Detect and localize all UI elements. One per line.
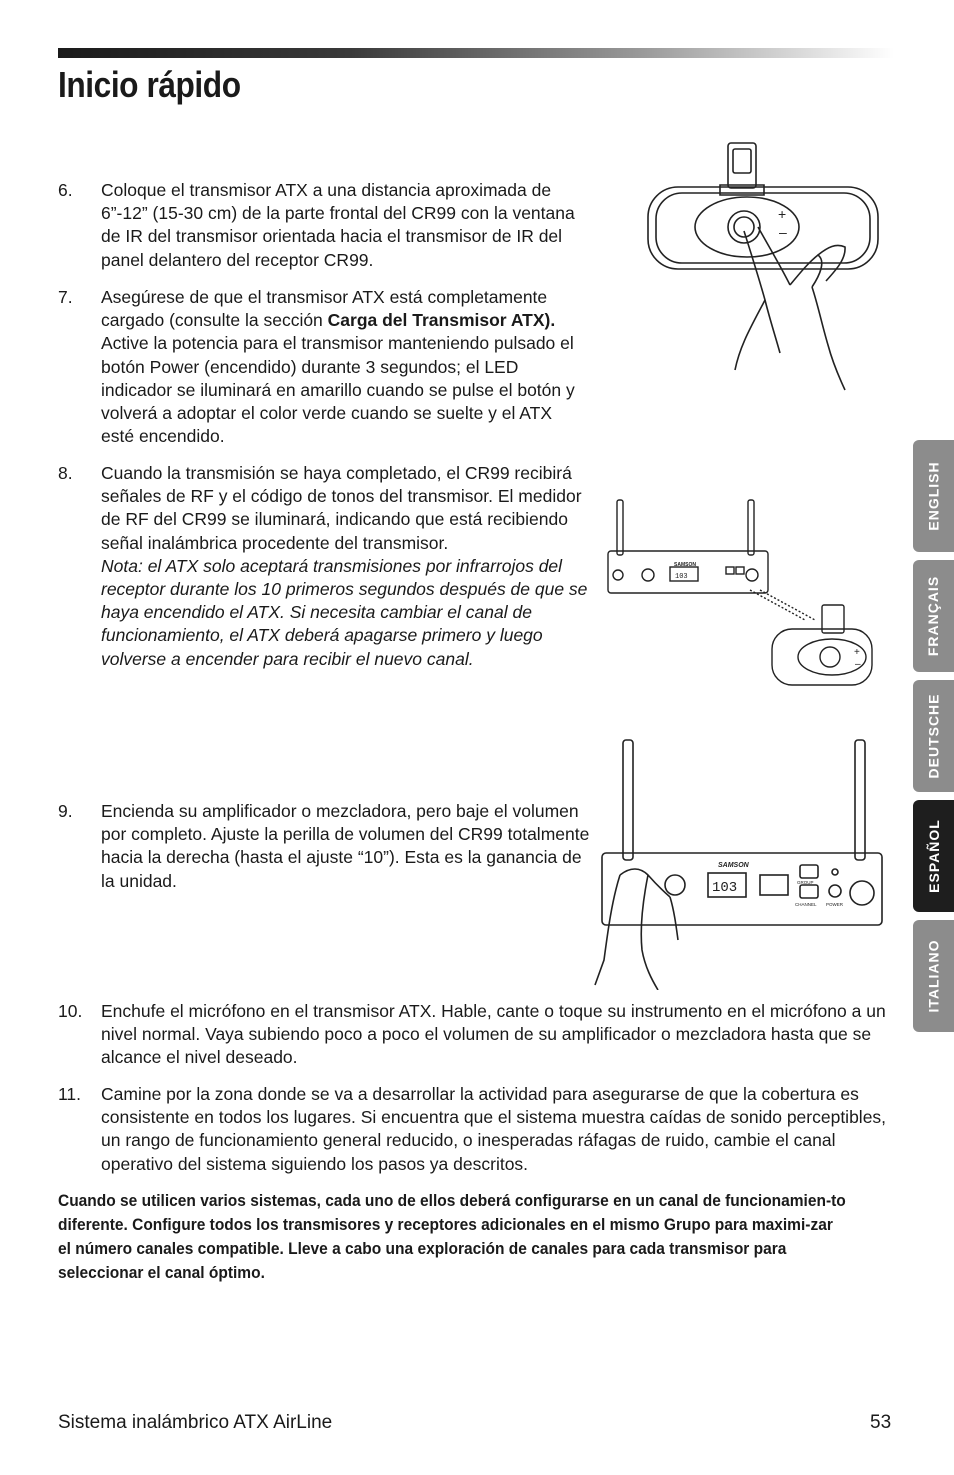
svg-text:–: – (855, 659, 861, 670)
tab-english[interactable] (913, 440, 954, 552)
tab-italiano[interactable] (913, 920, 954, 1032)
tab-label: DEUTSCHE (925, 693, 942, 779)
step-number: 6. (58, 180, 73, 200)
receiver-brand-label: SAMSON (718, 862, 749, 869)
step-number: 11. (58, 1084, 82, 1104)
tab-label: ESPAÑOL (925, 819, 942, 893)
step-11 (58, 1083, 898, 1176)
step-text-part: Cuando la transmisión se haya completado, el CR99 recibirá señales de RF y el código de tonos del transmisor. El medidor de RF del CR99 se iluminará, indicando que está recibiendo señal inalámbrica procedente del transmisor. (101, 463, 582, 553)
group-label: GROUP (797, 880, 814, 885)
tab-label: ENGLISH (925, 461, 942, 531)
tab-deutsche[interactable] (913, 680, 954, 792)
step-text-part: Asegúrese de que el transmisor ATX está completamente cargado (consulte la sección (101, 287, 548, 331)
transmitter-power-figure (640, 135, 885, 395)
tab-espanol[interactable] (913, 800, 954, 912)
power-label: POWER (826, 902, 844, 907)
tab-francais[interactable] (913, 560, 954, 672)
step-text: Camine por la zona donde se va a desarrollar la actividad para asegurarse de que la cobertura es consistente en todos los lugares. Si encuentra que el sistema muestra caídas de sonido perceptibles, un rango de funcionamiento general reducido, o inesperadas ráfagas de ruido, cambie el canal operativo del sistema siguiendo los pasos ya descritos. (101, 1084, 887, 1174)
header-gradient-bar (58, 48, 894, 58)
step-6 (58, 179, 588, 272)
step-number: 9. (58, 801, 73, 821)
step-number: 10. (58, 1001, 83, 1021)
receiver-brand-label: SAMSON (674, 562, 696, 568)
svg-text:–: – (779, 224, 787, 240)
step-text (101, 462, 598, 671)
step-note: Nota: el ATX solo aceptará transmisiones por infrarrojos del receptor durante los 10 primeros segundos después de que se haya encendido el ATX. Si necesita cambiar el canal de funcionamiento, el ATX deberá apagarse primero y luego volverse a encender para recibir el nuevo canal. (101, 555, 588, 669)
svg-text:+: + (854, 647, 860, 658)
step-7 (58, 286, 588, 448)
section-reference: Carga del Transmisor ATX). (327, 310, 556, 331)
tab-label: FRANÇAIS (925, 575, 942, 657)
step-text: Coloque el transmisor ATX a una distancia aproximada de 6”-12” (15-30 cm) de la parte frontal del CR99 con la ventana de IR del transmisor orientada hacia el transmisor de IR del panel delantero del receptor CR99. (101, 180, 575, 270)
channel-label: CHANNEL (795, 902, 817, 907)
tab-label: ITALIANO (925, 939, 942, 1013)
step-number: 8. (58, 463, 73, 483)
footer-product-name: Sistema inalámbrico ATX AirLine (58, 1412, 333, 1433)
step-9 (58, 800, 598, 893)
page-number: 53 (870, 1412, 892, 1433)
step-text (101, 286, 588, 448)
step-text: Enchufe el micrófono en el transmisor ATX. Hable, cante o toque su instrumento en el micrófono a un nivel normal. Vaya subiendo poco a poco el volumen de su amplificador o mezcladora hasta que se alcance el nivel deseado. (101, 1001, 886, 1068)
step-10 (58, 1000, 894, 1070)
receiver-display-value: 103 (712, 880, 738, 896)
page-title: Inicio rápido (58, 64, 241, 105)
step-8 (58, 462, 598, 671)
receiver-display-value: 103 (675, 573, 688, 581)
step-text-part: Active la potencia para el transmisor manteniendo pulsado el botón Power (encendido) durante 3 segundos; el LED indicador se iluminará en amarillo cuando se pulse el botón y volverá a adoptar el color verde cuando se suelte y el ATX esté encendido. (101, 333, 575, 447)
step-text: Encienda su amplificador o mezcladora, pero baje el volumen por completo. Ajuste la perilla de volumen del CR99 totalmente hacia la derecha (hasta el ajuste “10”). Esta es la ganancia de la unidad. (101, 801, 590, 891)
receiver-volume-figure (590, 735, 890, 990)
step-number: 7. (58, 287, 73, 307)
closing-paragraph: Cuando se utilicen varios sistemas, cada uno de ellos deberá configurarse en un canal de funcionamien-to diferente. Configure todos los transmisores y receptores adicionales en el mismo Grupo para maximi-zar el número canales compatible. Lleve a cabo una exploración de canales para cada transmisor para seleccionar el canal óptimo. (58, 1192, 846, 1282)
receiver-sync-figure (600, 495, 880, 690)
svg-text:+: + (778, 206, 787, 222)
